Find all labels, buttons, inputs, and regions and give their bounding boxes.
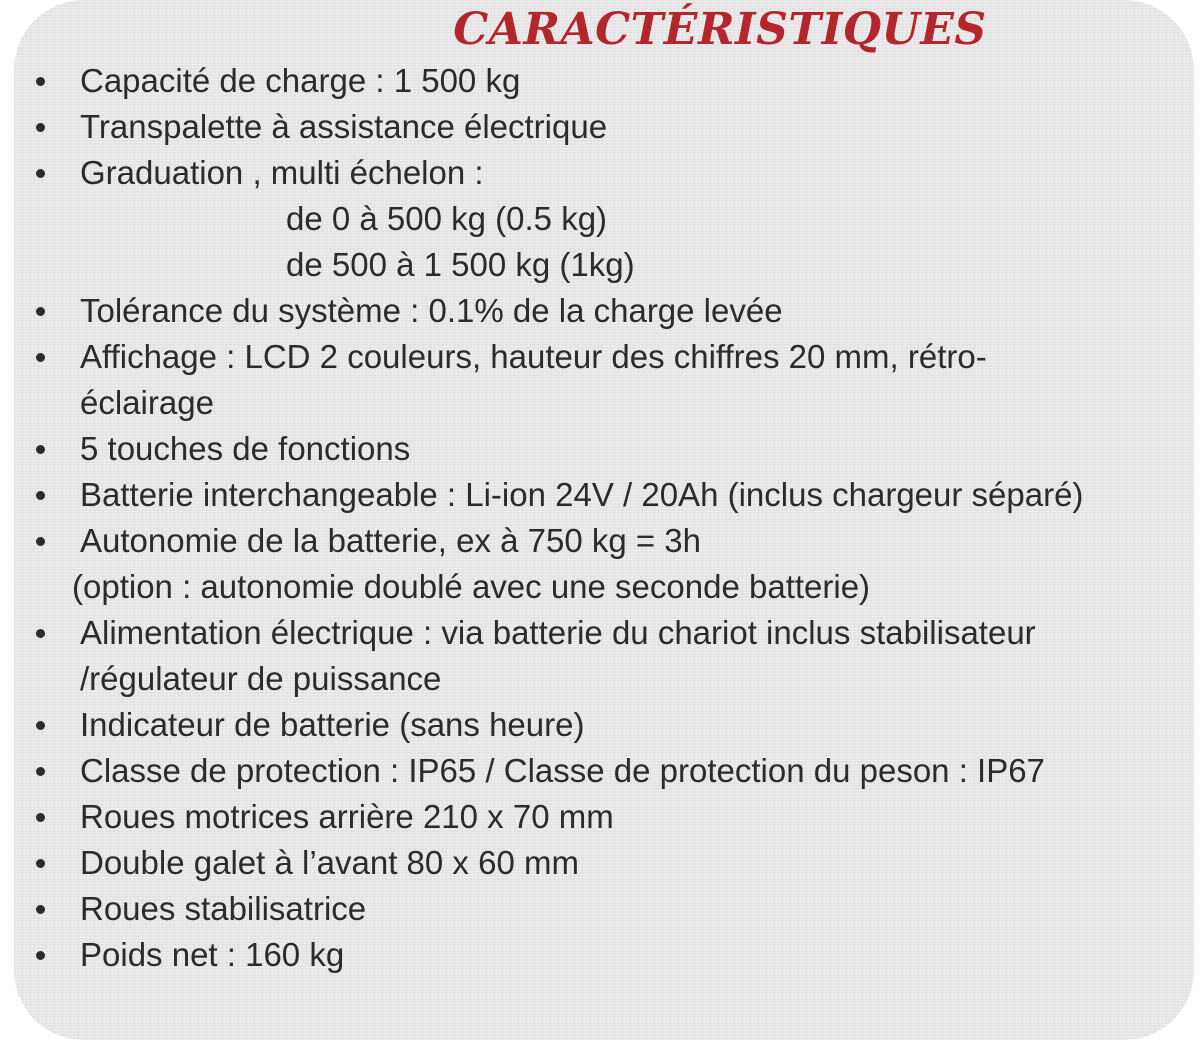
- bullet-icon: [36, 445, 45, 454]
- spec-item: Roues motrices arrière 210 x 70 mm: [0, 794, 1200, 840]
- bullet-icon: [36, 859, 45, 868]
- spec-item: Classe de protection : IP65 / Classe de protection du peson : IP67: [0, 748, 1200, 794]
- spec-item: Batterie interchangeable : Li-ion 24V / 20Ah (inclus chargeur séparé): [0, 472, 1200, 518]
- bullet-icon: [36, 905, 45, 914]
- bullet-icon: [36, 629, 45, 638]
- bullet-icon: [36, 307, 45, 316]
- spec-item: Capacité de charge : 1 500 kg: [0, 58, 1200, 104]
- specs-list: [0, 58, 1200, 978]
- spec-item: Autonomie de la batterie, ex à 750 kg = 3h: [0, 518, 1200, 564]
- bullet-icon: [36, 721, 45, 730]
- bullet-icon: [36, 353, 45, 362]
- spec-item: Tolérance du système : 0.1% de la charge levée: [0, 288, 1200, 334]
- bullet-icon: [36, 123, 45, 132]
- spec-subline: de 500 à 1 500 kg (1kg): [286, 246, 635, 283]
- bullet-icon: [36, 77, 45, 86]
- spec-continuation: éclairage: [80, 384, 214, 421]
- spec-item: Roues stabilisatrice: [0, 886, 1200, 932]
- bullet-icon: [36, 813, 45, 822]
- spec-item: Indicateur de batterie (sans heure): [0, 702, 1200, 748]
- spec-continuation: /régulateur de puissance: [80, 660, 442, 697]
- bullet-icon: [36, 767, 45, 776]
- spec-item: Transpalette à assistance électrique: [0, 104, 1200, 150]
- bullet-icon: [36, 537, 45, 546]
- spec-item: Alimentation électrique : via batterie du chariot inclus stabilisateur: [0, 610, 1200, 656]
- spec-item: Double galet à l’avant 80 x 60 mm: [0, 840, 1200, 886]
- spec-item: Graduation , multi échelon :: [0, 150, 1200, 196]
- spec-item: Affichage : LCD 2 couleurs, hauteur des chiffres 20 mm, rétro-: [0, 334, 1200, 380]
- bullet-icon: [36, 169, 45, 178]
- spec-subline: de 0 à 500 kg (0.5 kg): [286, 200, 608, 237]
- spec-item: Poids net : 160 kg: [0, 932, 1200, 978]
- bullet-icon: [36, 491, 45, 500]
- specs-title: CARACTÉRISTIQUES: [453, 4, 987, 55]
- spec-item: 5 touches de fonctions: [0, 426, 1200, 472]
- bullet-icon: [36, 951, 45, 960]
- spec-option-note: (option : autonomie doublé avec une seconde batterie): [72, 568, 871, 605]
